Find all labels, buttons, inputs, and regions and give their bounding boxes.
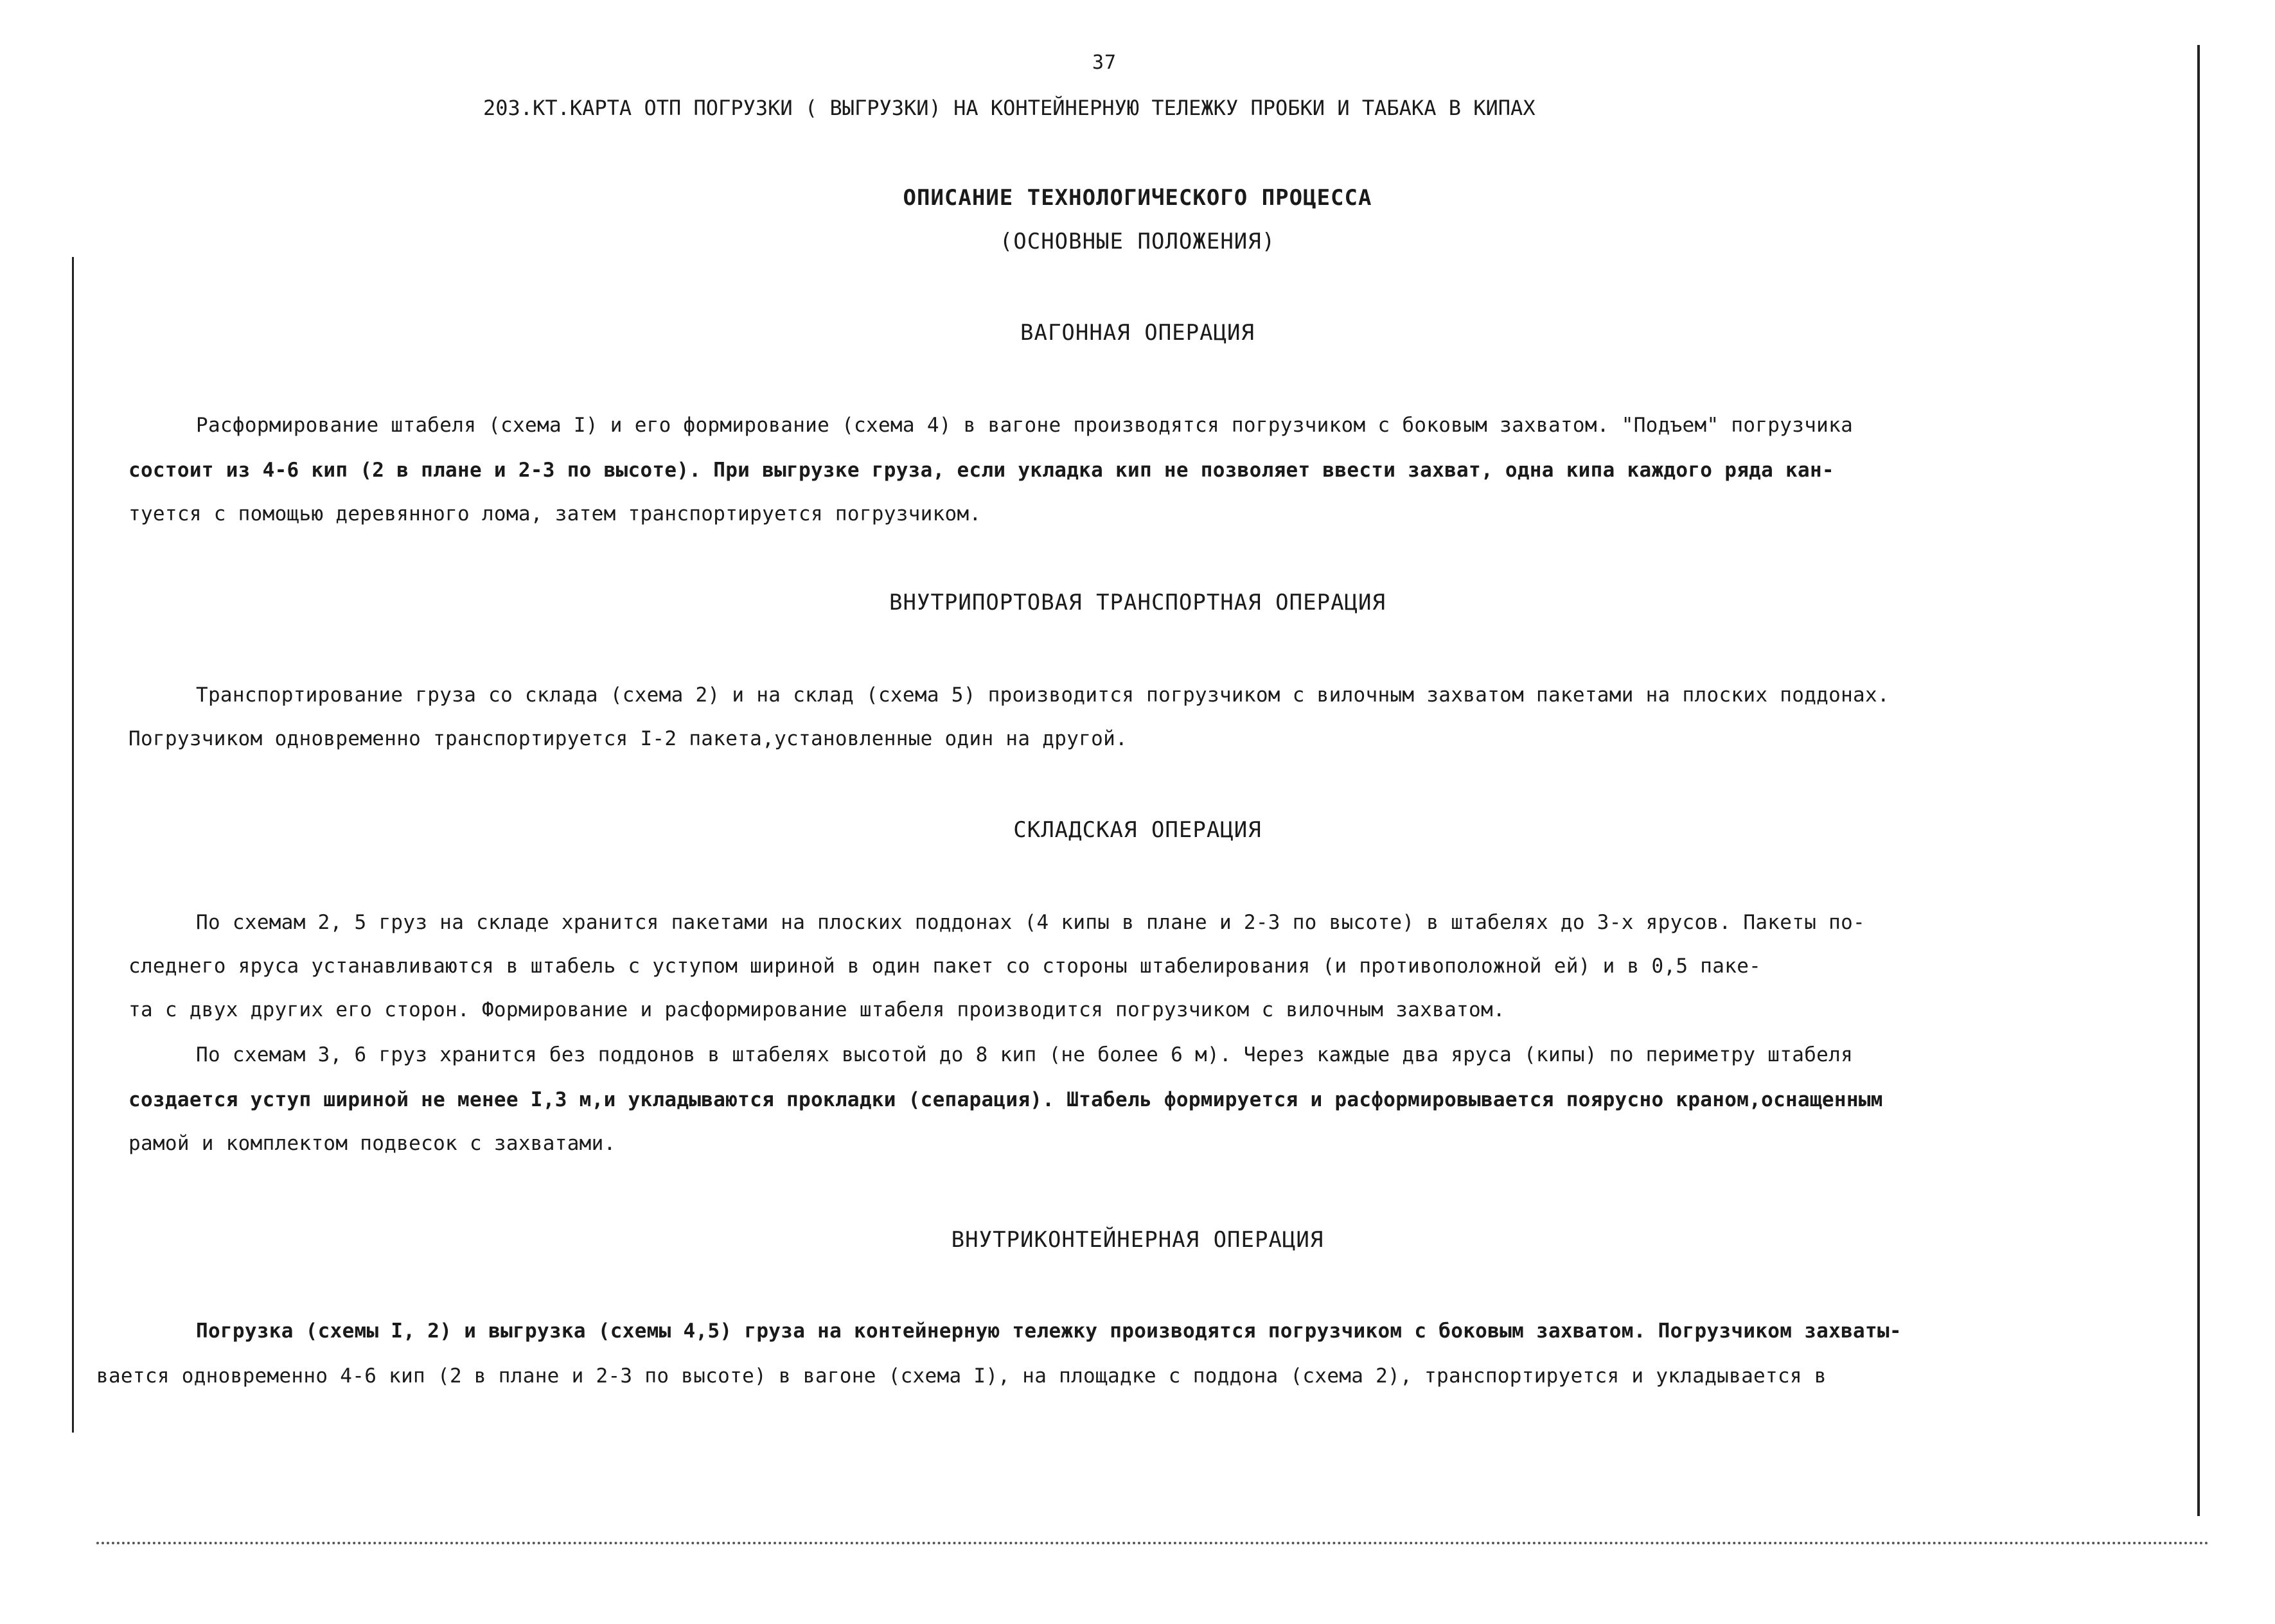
section-text-line: рамой и комплектом подвесок с захватами. [128, 1132, 616, 1155]
section-heading-container: ВНУТРИКОНТЕЙНЕРНАЯ ОПЕРАЦИЯ [951, 1227, 1324, 1253]
section-text-line: вается одновременно 4-6 кип (2 в плане и 2-3 по высоте) в вагоне (схема I), на площадке с поддона (схема 2), транспортируется и укладывается в [96, 1364, 1827, 1388]
section-text-line: туется с помощью деревянного лома, затем транспортируется погрузчиком. [128, 502, 982, 525]
section-text-line: та с двух других его сторон. Формирование и расформирование штабеля производится погрузчиком с вилочным захватом. [128, 998, 1505, 1021]
page-number: 37 [1092, 51, 1117, 74]
section-heading-warehouse: СКЛАДСКАЯ ОПЕРАЦИЯ [1013, 817, 1262, 843]
section-text-line: создается уступ шириной не менее I,3 м,и укладываются прокладки (сепарация). Штабель формируется и расформировывается поярусно краном,оснащенным [128, 1088, 1883, 1111]
section-text-line: Погрузка (схемы I, 2) и выгрузка (схемы 4,5) груза на контейнерную тележку производятся погрузчиком с боковым захватом. Погрузчиком захваты- [196, 1320, 1902, 1343]
document-title: 203.КТ.КАРТА ОТП ПОГРУЗКИ ( ВЫГРУЗКИ) НА КОНТЕЙНЕРНУЮ ТЕЛЕЖКУ ПРОБКИ И ТАБАКА В КИПАХ [483, 96, 1536, 120]
section-text-line: По схемам 3, 6 груз хранится без поддонов в штабелях высотой до 8 кип (не более 6 м). Через каждые два яруса (кипы) по периметру штабеля [196, 1043, 1854, 1066]
bottom-scan-rule [96, 1542, 2210, 1544]
section-heading-transport: ВНУТРИПОРТОВАЯ ТРАНСПОРТНАЯ ОПЕРАЦИЯ [889, 590, 1386, 615]
section-text-line: следнего яруса устанавливаются в штабель с уступом шириной в один пакет со стороны штабелирования (и противоположной ей) и в 0,5 паке- [128, 955, 1762, 978]
main-heading: ОПИСАНИЕ ТЕХНОЛОГИЧЕСКОГО ПРОЦЕССА [903, 185, 1372, 211]
section-text-line: Расформирование штабеля (схема I) и его формирование (схема 4) в вагоне производятся погрузчиком с боковым захватом. "Подъем" погрузчика [196, 414, 1854, 437]
left-margin-line [72, 257, 74, 1433]
section-text-line: Погрузчиком одновременно транспортируется I-2 пакета,установленные один на другой. [128, 727, 1128, 750]
section-text-line: Транспортирование груза со склада (схема 2) и на склад (схема 5) производится погрузчиком с вилочным захватом пакетами на плоских поддонах. [196, 684, 1890, 707]
section-heading-wagon: ВАГОННАЯ ОПЕРАЦИЯ [1020, 320, 1255, 346]
section-text-line: состоит из 4-6 кип (2 в плане и 2-3 по высоте). При выгрузке груза, если укладка кип не позволяет ввести захват, одна кипа каждого ряда кан- [128, 459, 1834, 482]
sub-heading: (ОСНОВНЫЕ ПОЛОЖЕНИЯ) [999, 229, 1276, 254]
section-text-line: По схемам 2, 5 груз на складе хранится пакетами на плоских поддонах (4 кипы в плане и 2-3 по высоте) в штабелях до 3-х ярусов. Пакеты по- [196, 911, 1866, 934]
right-margin-line [2197, 45, 2200, 1516]
